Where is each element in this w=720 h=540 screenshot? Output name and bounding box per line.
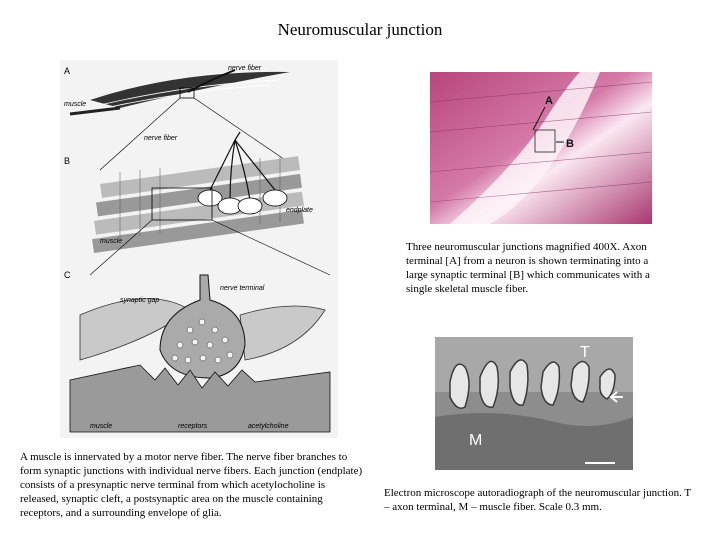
- panel-label-c: C: [64, 270, 71, 280]
- panel-label-a: A: [64, 66, 71, 76]
- label-acetylcholine: acetylcholine: [248, 423, 289, 430]
- caption-left: A muscle is innervated by a motor nerve fiber. The nerve fiber branches to form synaptic junctions with individual nerve fibers. Each junction (endplate) consists of a presynaptic nerve terminal from which acetylocholine is released, synaptic cleft, a postsynaptic area on the muscle containing receptors, and a surrounding envelope of glia.: [20, 451, 363, 519]
- label-nerve-fiber-top: nerve fiber: [228, 65, 262, 72]
- caption-electron: Electron microscope autoradiograph of the neuromuscular junction. T – axon terminal, M – muscle fiber. Scale 0.3 mm.: [384, 487, 691, 513]
- label-b: B: [566, 138, 574, 150]
- label-muscle-bottom: muscle: [90, 423, 113, 430]
- label-nerve-terminal: nerve terminal: [220, 285, 265, 292]
- label-synaptic-gap: synaptic gap: [120, 297, 160, 304]
- label-endplate: endplate: [286, 207, 313, 214]
- label-receptors: receptors: [178, 423, 208, 430]
- label-muscle-fiber: muscle: [100, 238, 123, 245]
- label-muscle-top: muscle: [64, 101, 87, 108]
- caption-micrograph: Three neuromuscular junctions magnified 400X. Axon terminal [A] from a neuron is shown terminating into a large synaptic terminal [B] which communicates with a single skeletal muscle fiber.: [406, 241, 650, 295]
- label-nerve-fiber-mid: nerve fiber: [144, 135, 178, 142]
- label-m: M: [469, 432, 483, 449]
- label-a: A: [545, 95, 553, 107]
- neuromuscular-diagram: [60, 60, 338, 438]
- panel-label-b: B: [64, 156, 71, 166]
- page-title: Neuromuscular junction: [277, 20, 443, 39]
- electron-micrograph: [435, 337, 633, 470]
- micrograph-400x: [430, 72, 652, 224]
- label-t: T: [580, 344, 590, 361]
